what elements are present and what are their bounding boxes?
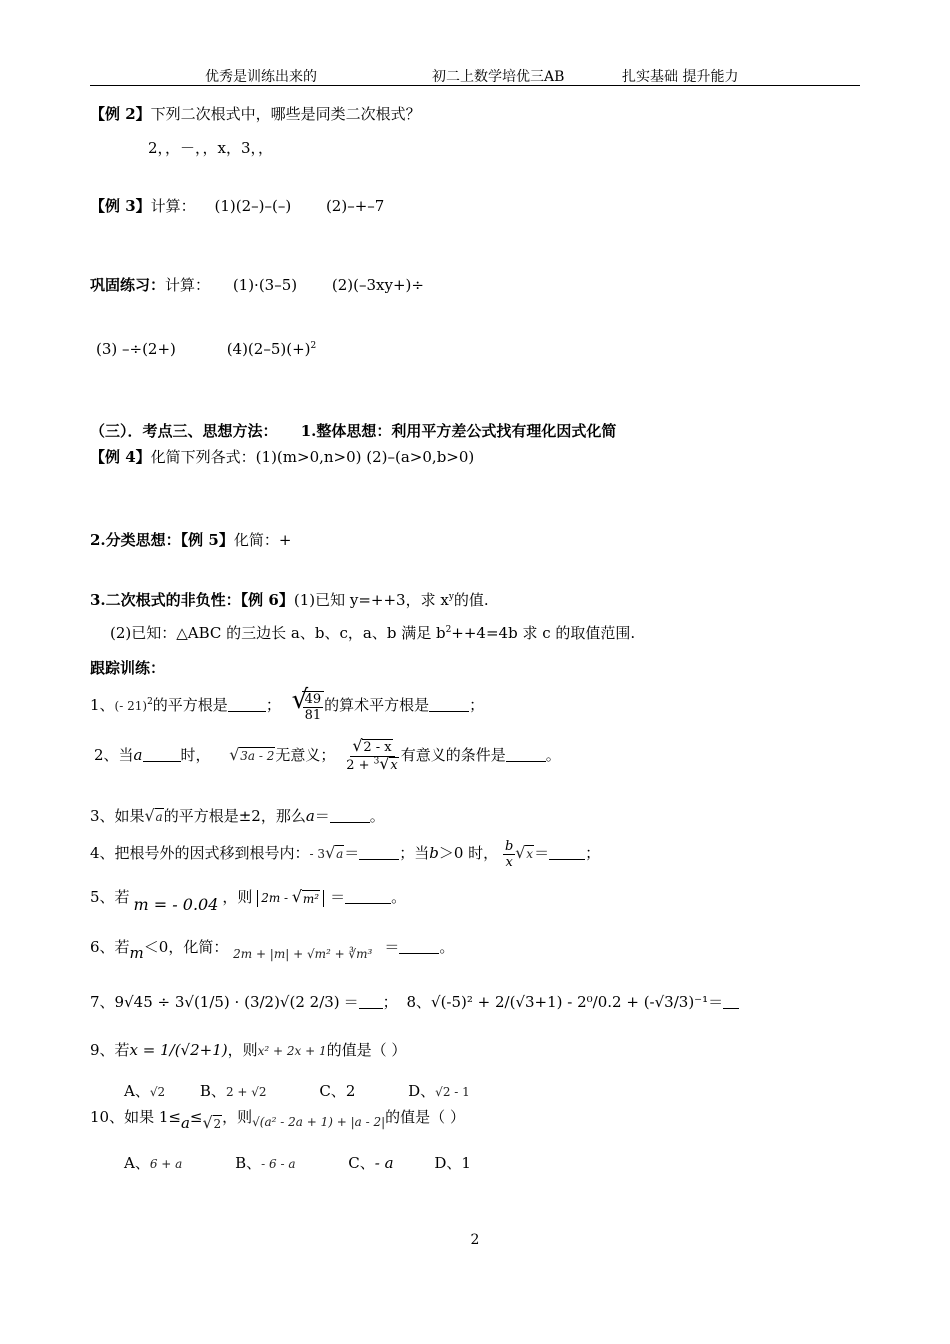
question-2: [94, 735, 561, 782]
section-3-title-line: [90, 420, 616, 442]
option-label: B、: [199, 1082, 226, 1100]
example-6-label: 【例 6】: [240, 591, 294, 609]
option-value: 6 + a: [149, 1157, 183, 1171]
question-9-text-2: 的值是（ ）: [326, 1041, 407, 1059]
question-1-frac-num: 49: [304, 691, 322, 707]
question-2-var: a: [133, 746, 143, 764]
question-8-number: 8、: [406, 993, 432, 1011]
example-6-text-1b: 的值.: [453, 591, 489, 609]
question-5-number: 5、若: [90, 888, 130, 906]
question-2-sqrt-arg: 3a - 2: [240, 749, 275, 763]
question-4-frac-den: x: [505, 854, 513, 870]
option-value: - 6 - a: [261, 1157, 296, 1171]
question-9-number: 9、若: [90, 1041, 130, 1059]
question-1: [90, 686, 484, 724]
question-10-text-1: ≤: [189, 1108, 203, 1126]
question-2-text-1: 时，: [180, 746, 211, 764]
practice-label: 巩固练习：: [90, 276, 166, 294]
question-5-text-1: ，则: [222, 888, 253, 906]
question-4-sqrt-arg: a: [336, 847, 344, 861]
question-4-fraction: [503, 839, 515, 870]
question-1-number: 1、: [90, 696, 115, 714]
question-9-option-c[interactable]: [319, 1082, 355, 1100]
question-3-var: a: [305, 807, 315, 825]
idea-1-title: 1.整体思想：利用平方差公式找有理化因式化简: [300, 422, 617, 440]
question-3-number: 3、如果: [90, 807, 145, 825]
question-9-options: [124, 1080, 470, 1103]
question-5-abs-a: 2m -: [261, 890, 292, 905]
question-7-blank[interactable]: [359, 993, 383, 1009]
example-3-part-2: (2)–+–7: [325, 197, 385, 215]
question-4-number: 4、把根号外的因式移到根号内：: [90, 844, 310, 862]
page-number: 2: [470, 1232, 480, 1248]
question-10-sqrt: √ 2: [202, 1113, 222, 1132]
example-2-line: [90, 103, 421, 125]
option-value: 2 + √2: [225, 1085, 267, 1099]
example-6-exponent-y: y: [448, 592, 454, 602]
question-3-sqrt-arg: a: [155, 810, 163, 824]
question-10-sqrt-arg: 2: [213, 1117, 222, 1131]
question-5: [90, 882, 406, 918]
question-10-options: [124, 1152, 471, 1175]
header-rule: [90, 85, 860, 86]
example-4-line: [90, 446, 474, 468]
question-2-den-a: 2 +: [346, 757, 374, 773]
question-8-expression: √(-5)² + 2/(√3+1) - 2⁰/0.2 + (-√3/3)⁻¹: [431, 993, 709, 1011]
option-value: √2 - 1: [435, 1085, 470, 1099]
practice-part-1: (1)·(3–5): [232, 276, 298, 294]
question-2-den-index: 3: [373, 756, 380, 767]
question-3-sqrt: √ a: [144, 806, 163, 825]
question-4-blank-1[interactable]: [359, 844, 399, 860]
option-value: 1: [461, 1154, 471, 1172]
example-6-text-2a: (2)已知：△ABC 的三边长 a、b、c，a、b 满足 b: [110, 624, 446, 642]
option-label: A、: [124, 1154, 150, 1172]
example-6-text-2b: ++4=4b 求 c 的取值范围.: [451, 624, 636, 642]
question-3: [90, 805, 385, 828]
question-2-sqrt: √ 3a - 2: [229, 745, 275, 764]
question-2-fraction: √ 2 - x 2 + $^3$ √ x: [346, 735, 398, 773]
question-9-option-d[interactable]: [408, 1082, 470, 1100]
option-value: √2: [149, 1085, 166, 1099]
example-2-items: 2，，－，，x，3，，: [148, 139, 274, 157]
question-3-blank[interactable]: [330, 807, 370, 823]
example-4-label: 【例 4】: [90, 448, 151, 466]
question-2-blank-2[interactable]: [506, 746, 546, 762]
question-2-text-3: 有意义的条件是: [400, 746, 506, 764]
question-1-blank-2[interactable]: [429, 696, 469, 712]
question-6-number: 6、若: [90, 938, 130, 956]
question-7-separator: ；: [382, 993, 398, 1011]
question-4-text-2: ；当: [399, 844, 430, 862]
practice-part-4: (4)(2–5)(+): [226, 340, 311, 358]
question-9-text-1: ，则: [227, 1041, 258, 1059]
example-5-text: 化简：+: [233, 531, 292, 549]
question-4-text-4: ＝: [534, 844, 550, 862]
question-7-text-1: ＝: [343, 993, 359, 1011]
question-6-expression: 2m + |m| + √m² + ∛m³: [233, 947, 373, 961]
question-6-text-2: ＝: [384, 938, 400, 956]
option-label: C、: [319, 1082, 346, 1100]
question-1-frac-den: 81: [304, 707, 322, 723]
idea-2-title: 2.分类思想：: [90, 531, 181, 549]
option-value: 2: [345, 1082, 356, 1100]
practice-prefix: 计算：: [165, 276, 211, 294]
question-5-abs-rad: m²: [302, 891, 320, 906]
question-6-end: 。: [439, 938, 455, 956]
option-label: D、: [408, 1082, 436, 1100]
question-7-number: 7、: [90, 993, 115, 1011]
example-4-text: 化简下列各式：(1)(m>0,n>0) (2)–(a>0,b>0): [150, 448, 475, 466]
question-2-blank-1[interactable]: [143, 746, 181, 762]
header-left: 优秀是训练出来的: [205, 69, 317, 85]
question-4-blank-2[interactable]: [549, 844, 585, 860]
question-4-frac-num: b: [504, 838, 514, 854]
question-9: [90, 1036, 406, 1072]
question-3-text-1: 的平方根是±2，那么: [163, 807, 306, 825]
practice-line-1: [90, 274, 424, 296]
question-3-text-2: ＝: [314, 807, 330, 825]
practice-part-3: (3) –÷(2+): [96, 340, 176, 358]
option-label: A、: [124, 1082, 150, 1100]
example-5-line: [90, 529, 291, 551]
example-6-exponent-2: 2: [445, 625, 452, 635]
question-1-base: (- 21): [114, 699, 148, 713]
question-4-expr-coef: - 3: [309, 847, 326, 861]
question-5-abs: 2m - √ m²: [257, 890, 324, 907]
question-10-number: 10、如果 1≤: [90, 1108, 181, 1126]
question-4: [90, 834, 600, 878]
question-10-var: a: [180, 1114, 190, 1132]
question-10-expression: √(a² - 2a + 1) + |a - 2|: [252, 1115, 386, 1129]
option-label: C、: [348, 1154, 375, 1172]
question-10-option-d[interactable]: [434, 1154, 471, 1172]
tracking-title: 跟踪训练：: [90, 659, 166, 677]
example-6-text-1a: (1)已知 y=++3，求 x: [293, 591, 449, 609]
question-8-text-1: ＝: [708, 993, 724, 1011]
question-5-condition: m = - 0.04: [133, 895, 219, 914]
example-3-prefix: 计算：: [150, 197, 196, 215]
question-6-blank[interactable]: [399, 938, 439, 954]
question-10-option-b[interactable]: [235, 1154, 295, 1172]
practice-part-4-exponent: 2: [310, 341, 317, 351]
option-value: - a: [374, 1154, 394, 1172]
example-3-label: 【例 3】: [90, 197, 151, 215]
example-2-label: 【例 2】: [90, 105, 151, 123]
question-10-option-c[interactable]: [348, 1154, 393, 1172]
question-6: [90, 932, 454, 968]
question-4-sqrt: √ a: [325, 843, 344, 862]
question-2-number: 2、当: [94, 746, 134, 764]
question-5-blank[interactable]: [345, 888, 391, 904]
question-4-sqrt-2: √ x: [515, 843, 534, 862]
question-1-sqrt-fraction: √ $\frac{49}{81}$: [292, 687, 325, 725]
example-3-line: [90, 195, 384, 217]
question-4-sqrt-2-arg: x: [526, 847, 534, 861]
question-9-expression: x² + 2x + 1: [257, 1044, 327, 1058]
question-9-option-b[interactable]: [200, 1082, 267, 1100]
question-4-text-1: ＝: [344, 844, 360, 862]
option-label: D、: [434, 1154, 462, 1172]
question-1-blank-1[interactable]: [228, 696, 266, 712]
question-6-text-1: ＜0，化简：: [143, 938, 229, 956]
practice-part-2: (2)(–3xy+)÷: [331, 276, 424, 294]
example-3-part-1: (1)(2–)–(–): [214, 197, 292, 215]
question-10-text-3: 的值是（ ）: [385, 1108, 465, 1126]
question-2-frac-num: 2 - x: [363, 739, 392, 755]
question-9-option-a[interactable]: [124, 1082, 165, 1100]
question-1-text-2: 的算术平方根是: [324, 696, 430, 714]
question-1-exponent: 2: [147, 697, 153, 707]
question-2-den-b: x: [390, 757, 398, 773]
question-10-text-2: ，则: [222, 1108, 253, 1126]
question-6-var: m: [129, 944, 144, 962]
question-5-end: 。: [391, 888, 407, 906]
question-3-end: 。: [369, 807, 385, 825]
question-1-end: ；: [469, 696, 485, 714]
question-10: [90, 1104, 465, 1140]
question-4-end: ；: [585, 844, 601, 862]
option-label: B、: [235, 1154, 262, 1172]
question-8-blank[interactable]: [723, 993, 739, 1009]
section-3-title: （三）．考点三、思想方法：: [90, 422, 278, 440]
question-4-text-3: ＞0 时，: [438, 844, 499, 862]
question-1-separator: ；: [265, 696, 281, 714]
question-7-8: [90, 984, 739, 1024]
example-6-line-2: [110, 622, 635, 644]
question-10-option-a[interactable]: [124, 1154, 182, 1172]
idea-3-title: 3.二次根式的非负性：: [90, 591, 241, 609]
question-2-end: 。: [545, 746, 561, 764]
question-4-var: b: [429, 844, 439, 862]
question-2-text-2: 无意义；: [275, 746, 336, 764]
question-7-expression: 9√45 ÷ 3√(1/5) · (3/2)√(2 2/3): [114, 993, 340, 1011]
question-5-text-2: ＝: [330, 888, 346, 906]
example-2-question: 下列二次根式中，哪些是同类二次根式？: [150, 105, 421, 123]
header-right: 扎实基础 提升能力: [622, 69, 739, 85]
example-5-label: 【例 5】: [180, 531, 234, 549]
question-9-condition: x = 1/(√2+1): [129, 1041, 228, 1059]
practice-line-2: [96, 338, 316, 360]
question-1-text-1: 的平方根是: [152, 696, 228, 714]
header-center: 初二上数学培优三AB: [432, 69, 565, 85]
example-6-line-1: [90, 589, 489, 611]
